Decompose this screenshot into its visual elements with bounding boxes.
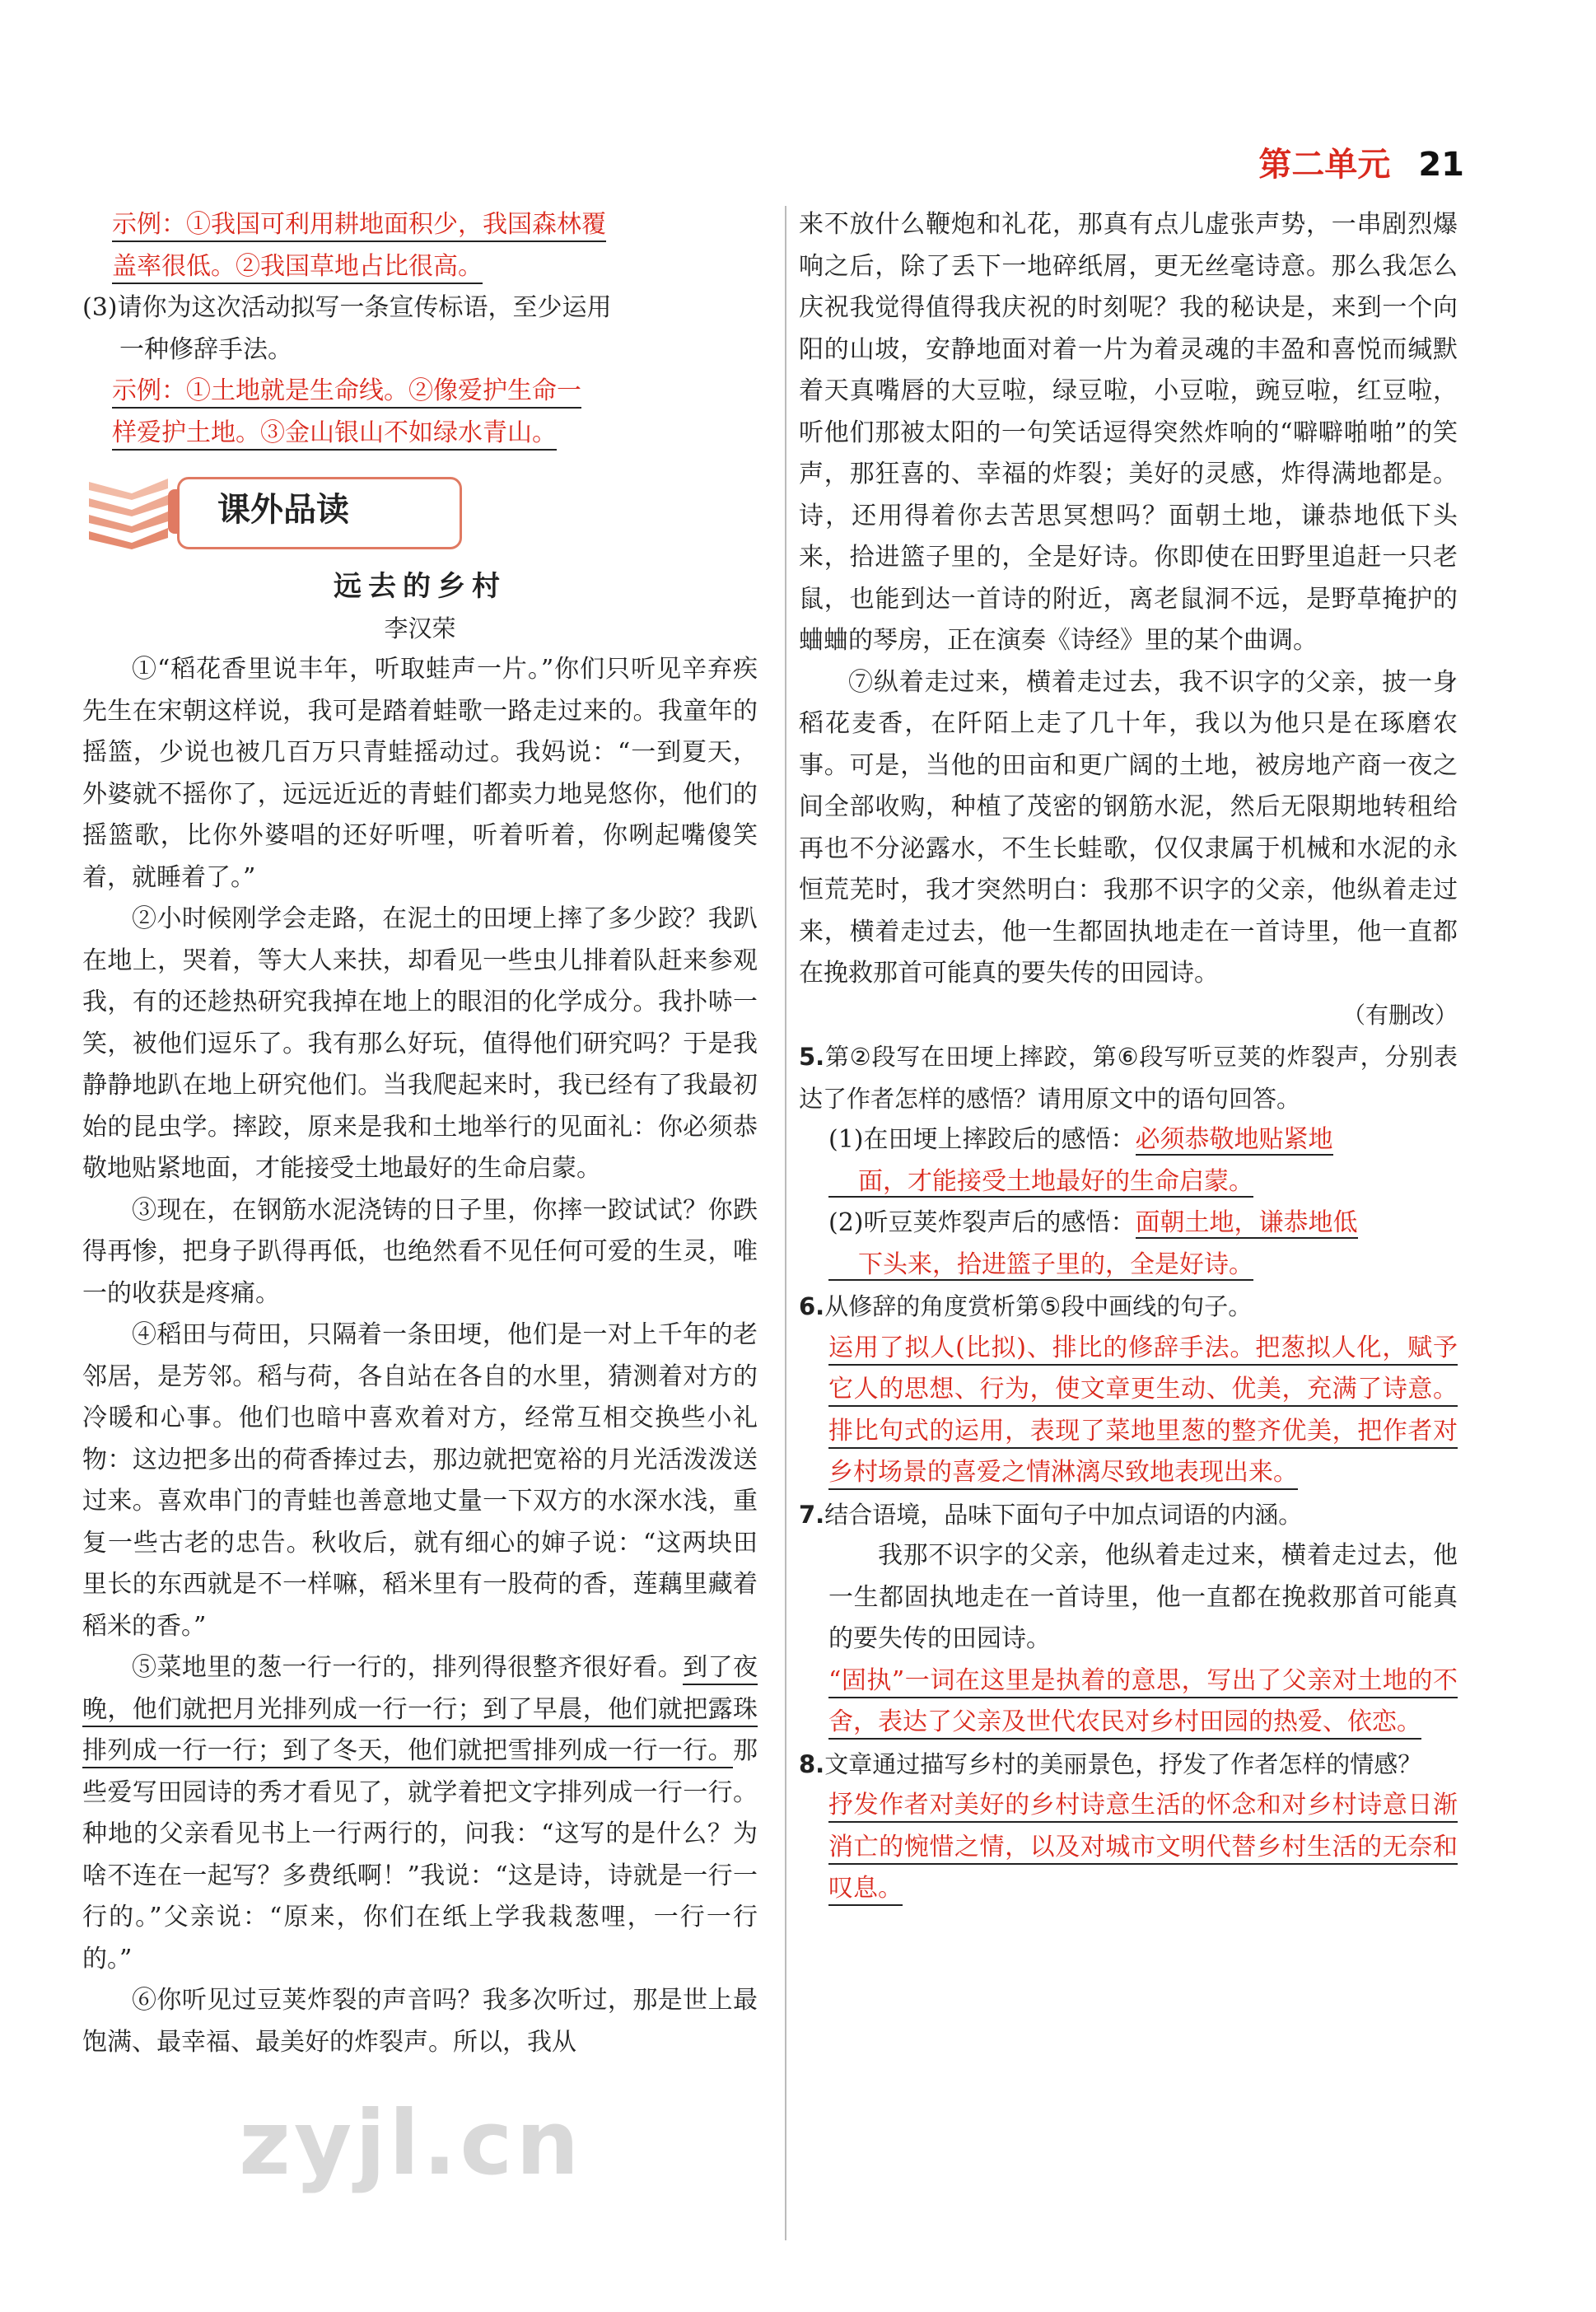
paragraph-2: ②小时候刚学会走路，在泥土的田埂上摔了多少跤？我趴在地上，哭着，等大人来扶，却看见一些虫儿排着队赶来参观我，有的还趁热研究我掉在地上的眼泪的化学成分。我扑哧一笑，被他们逗乐了。我有那么好玩，值得他们研究吗？于是我静静地趴在地上研究他们。当我爬起来时，我已经有了我最初始的昆虫学。摔跤，原来是我和土地举行的见面礼：你必须恭敬地贴紧地面，才能接受土地最好的生命启蒙。 [82, 904, 758, 1183]
article-author: 李汉荣 [384, 614, 456, 642]
article-title: 远去的乡村 [334, 570, 506, 603]
answer-7: “固执”一词在这里是执着的意思，写出了父亲对土地的不舍，表达了父亲及世代农民对乡村田园的热爱、依恋。 [799, 1660, 1458, 1744]
page-header [1258, 138, 1464, 185]
answer-1: 示例：①我国可利用耕地面积少，我国森林覆 盖率很低。②我国草地占比很高。 [82, 204, 758, 287]
answer-8: 抒发作者对美好的乡村诗意生活的怀念和对乡村诗意日渐消亡的惋惜之情，以及对城市文明代替乡村生活的无奈和叹息。 [799, 1785, 1458, 1910]
question-8: 8.文章通过描写乡村的美丽景色，抒发了作者怎样的情感？ [799, 1749, 1422, 1778]
paragraph-1: ①“稻花香里说丰年，听取蛙声一片。”你们只听见辛弃疾先生在宋朝这样说，我可是踏着蛙歌一路走过来的。我童年的摇篮，少说也被几百万只青蛙摇动过。我妈说：“一到夏天，外婆就不摇你了，远远近近的青蛙们都卖力地晃悠你，他们的摇篮歌，比你外婆唱的还好听哩，听着听着，你咧起嘴傻笑着，就睡着了。” [82, 655, 758, 892]
paragraph-5: ⑤菜地里的葱一行一行的，排列得很整齐很好看。到了夜晚，他们就把月光排列成一行一行；到了早晨，他们就把露珠排列成一行一行；到了冬天，他们就把雪排列成一行一行。那些爱写田园诗的秀才看见了，就学着把文字排列成一行一行。种地的父亲看见书上一行两行的，问我：“这写的是什么？为啥不连在一起写？多费纸啊！”我说：“这是诗，诗就是一行一行的。”父亲说：“原来，你们在纸上学我栽葱哩，一行一行的。” [82, 1653, 758, 1973]
column-divider [785, 206, 786, 2240]
books-icon [82, 467, 173, 549]
paragraph-4: ④稻田与荷田，只隔着一条田埂，他们是一对上千年的老邻居，是芳邻。稻与荷，各自站在各自的水里，猜测着对方的冷暖和心事。他们也暗中喜欢着对方，经常互相交换些小礼物：这边把多出的荷香捧过去，那边就把宽裕的月光活泼泼送过来。喜欢串门的青蛙也善意地丈量一下双方的水深水浅，重复一些古老的忠告。秋收后，就有细心的婶子说：“这两块田里长的东西就是不一样嘛，稻米里有一股荷的香，莲藕里藏着稻米的香。” [82, 1320, 758, 1641]
question-7-quote: 我那不识字的父亲，他纵着走过来，横着走过去，他一生都固执地走在一首诗里，他一直都在挽救那首可能真的要失传的田园诗。 [828, 1541, 1458, 1653]
unit-title: 第二单元 [1258, 146, 1391, 184]
answer-6: 运用了拟人(比拟)、排比的修辞手法。把葱拟人化，赋予它人的思想、行为，使文章更生动、优美，充满了诗意。排比句式的运用，表现了菜地里葱的整齐优美，把作者对乡村场景的喜爱之情淋漓尽致地表现出来。 [799, 1328, 1458, 1494]
question-6: 6.从修辞的角度赏析第⑤段中画线的句子。 [799, 1292, 1253, 1320]
question-3: (3)请你为这次活动拟写一条宣传标语，至少运用 一种修辞手法。 [82, 293, 612, 364]
question-7: 7.结合语境，品味下面句子中加点词语的内涵。 [799, 1500, 1303, 1529]
watermark: zyjl.cn [239, 2092, 583, 2195]
section-title-box [177, 477, 462, 549]
section-title: 课外品读 [217, 491, 349, 529]
underlined-sentence: 到了夜晚，他们就把月光排列成一行一行；到了早晨，他们就把露珠排列成一行一行；到了冬天，他们就把雪排列成一行一行。 [82, 1653, 758, 1768]
page-number: 21 [1418, 146, 1464, 184]
right-column [799, 204, 1458, 1910]
paragraph-6-continued: 来不放什么鞭炮和礼花，那真有点儿虚张声势，一串剧烈爆响之后，除了丢下一地碎纸屑，更无丝毫诗意。那么我怎么庆祝我觉得值得我庆祝的时刻呢？我的秘诀是，来到一个向阳的山坡，安静地面对着一片为着灵魂的丰盈和喜悦而缄默着天真嘴唇的大豆啦，绿豆啦，小豆啦，豌豆啦，红豆啦，听他们那被太阳的一句笑话逗得突然炸响的“噼噼啪啪”的笑声，那狂喜的、幸福的炸裂；美好的灵感，炸得满地都是。诗，还用得着你去苦思冥想吗？面朝土地，谦恭地低下头来，拾进篮子里的，全是好诗。你即使在田野里追赶一只老鼠，也能到达一首诗的附近，离老鼠洞不远，是野草掩护的蛐蛐的琴房，正在演奏《诗经》里的某个曲调。 [799, 210, 1458, 655]
paragraph-7: ⑦纵着走过来，横着走过去，我不识字的父亲，披一身稻花麦香，在阡陌上走了几十年，我以为他只是在琢磨农事。可是，当他的田亩和更广阔的土地，被房地产商一夜之间全部收购，种植了茂密的钢筋水泥，然后无限期地转租给再也不分泌露水，不生长蛙歌，仅仅隶属于机械和水泥的永恒荒芜时，我才突然明白：我那不识字的父亲，他纵着走过来，横着走过去，他一生都固执地走在一首诗里，他一直都在挽救那首可能真的要失传的田园诗。 [799, 667, 1458, 988]
section-banner [82, 462, 758, 561]
paragraph-6: ⑥你听见过豆荚炸裂的声音吗？我多次听过，那是世上最饱满、最幸福、最美好的炸裂声。所以，我从 [82, 1986, 758, 2057]
left-column [82, 204, 758, 2063]
paragraph-3: ③现在，在钢筋水泥浇铸的日子里，你摔一跤试试？你跌得再惨，把身子趴得再低，也绝然看不见任何可爱的生灵，唯一的收获是疼痛。 [82, 1195, 758, 1308]
question-5-2: (2)听豆荚炸裂声后的感悟：面朝土地，谦恭地低 下头来，拾进篮子里的，全是好诗。 [828, 1208, 1358, 1279]
question-5: 5.第②段写在田埂上摔跤，第⑥段写听豆荚的炸裂声，分别表达了作者怎样的感悟？请用原文中的语句回答。 [799, 1043, 1458, 1113]
edit-note: （有删改） [1342, 1001, 1458, 1029]
answer-3: 示例：①土地就是生命线。②像爱护生命一 样爱护土地。③金山银山不如绿水青山。 [82, 371, 758, 454]
question-5-1: (1)在田埂上摔跤后的感悟：必须恭敬地贴紧地 面，才能接受土地最好的生命启蒙。 [828, 1125, 1333, 1196]
